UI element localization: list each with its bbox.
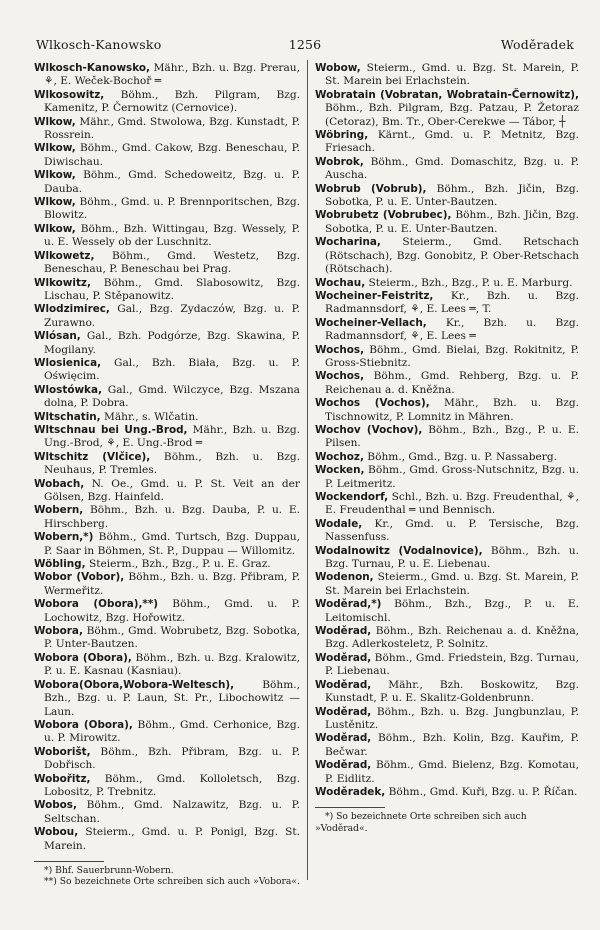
directory-entry (34, 652, 300, 679)
directory-entry (315, 129, 579, 156)
entry-details: Böhm., Bzh. Wittingau, Bzg. Wessely, P. u. E. Wessely ob der Luschnitz. (44, 222, 300, 249)
entry-details: Steierm., Gmd. u. Bzg. St. Marein, P. St. Marein bei Erlachstein. (325, 571, 579, 597)
entry-details: Böhm., Bzh. u. Bzg. Turnau, P. u. E. Liebenau. (325, 544, 579, 571)
entry-headword: Woděrad, (315, 651, 372, 664)
entry-headword: Woděrad, (315, 625, 372, 638)
directory-entry (315, 183, 579, 210)
directory-entry (34, 303, 300, 330)
entry-details: Böhm., Gmd. Friedstein, Bzg. Turnau, P. Liebenau. (325, 651, 579, 678)
directory-entry (34, 277, 300, 304)
entry-details: Steierm., Gmd. u. P. Ponigl, Bzg. St. Marein. (44, 826, 300, 852)
entry-headword: Wobor (Vobor), (34, 571, 125, 584)
entry-details: Steierm., Gmd. u. Bzg. St. Marein, P. St. Marein bei Erlachstein. (325, 62, 579, 88)
entry-headword: Wöbring, (315, 129, 369, 142)
entry-headword: Wocheiner-Vellach, (315, 316, 427, 329)
entry-headword: Wobratain (Vobratan, Wobratain-Černowitz), (315, 88, 579, 101)
entry-details: Böhm., Gmd. Kolloletsch, Bzg. Lobositz, P. Trebnitz. (44, 772, 300, 798)
entry-details: Böhm., Gmd. Bielenz, Bzg. Komotau, P. Eidlitz. (325, 759, 579, 785)
entry-details: Böhm., Bzh. u. Bzg. Neuhaus, P. Tremles. (44, 450, 301, 477)
directory-entry (315, 786, 579, 799)
entry-headword: Wobern,*) (34, 531, 94, 544)
entry-headword: Wobořitz, (34, 772, 91, 785)
directory-entry (34, 504, 300, 531)
entry-headword: Wobos, (34, 799, 77, 812)
directory-entry (34, 89, 300, 116)
directory-entry (34, 250, 300, 277)
entry-headword: Wobora (Obora),**) (34, 598, 159, 611)
left-column (34, 62, 300, 888)
column-divider (307, 60, 308, 880)
directory-entry (34, 223, 300, 250)
directory-entry (315, 236, 579, 276)
entry-headword: Woděrad, (315, 678, 372, 691)
directory-entry (315, 344, 579, 371)
directory-entry (315, 277, 579, 290)
directory-entry (34, 746, 300, 773)
directory-entry (34, 558, 300, 571)
directory-entry (34, 62, 300, 89)
entry-details: Böhm., Bzh. Reichenau a. d. Kněžna, Bzg. Adlerkosteletz, P. Solnitz. (325, 625, 579, 651)
entry-details: Böhm., Gmd. Wobrubetz, Bzg. Sobotka, P. Unter-Bautzen. (44, 625, 300, 651)
entry-details: Böhm., Gmd. Gross-Nutschnitz, Bzg. u. P. Leitmeritz. (325, 464, 579, 490)
entry-headword: Wobrub (Vobrub), (315, 182, 427, 195)
entry-headword: Wockendorf, (315, 491, 389, 503)
entry-headword: Wöbling, (34, 558, 86, 571)
directory-entry (315, 545, 579, 572)
entry-headword: Wlkow, (34, 222, 76, 235)
entry-details: Gal., Bzh. Biała, Bzg. u. P. Oświęcim. (44, 356, 300, 383)
entry-details: Böhm., Gmd. Cakow, Bzg. Beneschau, P. Diwischau. (44, 142, 300, 168)
entry-details: Böhm., Gmd. u. P. Brennporitschen, Bzg. Blowitz. (44, 196, 300, 222)
directory-entry (315, 89, 579, 129)
entry-headword: Wlkowitz, (34, 276, 91, 289)
entry-headword: Wochos, (315, 370, 365, 383)
entry-headword: Woděrad, (315, 705, 372, 718)
entry-headword: Wobou, (34, 826, 79, 839)
entry-details: Schl., Bzh. u. Bzg. Freudenthal, ⚘, E. Freudenthal ═ und Bennisch. (325, 491, 579, 517)
directory-entry (315, 370, 579, 397)
directory-entry (34, 598, 300, 625)
directory-entry (315, 732, 579, 759)
entry-details: Kr., Bzh. u. Bzg. Radmannsdorf, ⚘, E. Lees ═ (325, 316, 579, 343)
entry-headword: Wochos, (315, 343, 365, 356)
entry-headword: Wocken, (315, 464, 365, 477)
directory-entry (34, 169, 300, 196)
footnote: **) So bezeichnete Orte schreiben sich auch »Vobora«. (44, 876, 300, 888)
entry-headword: Wochov (Vochov), (315, 423, 423, 436)
entry-headword: Wlodzimirec, (34, 303, 110, 316)
entry-details: Kr., Bzh. u. Bzg. Radmannsdorf, ⚘, E. Lees ═, T. (325, 289, 579, 316)
directory-entry (34, 424, 300, 451)
entry-headword: Wlkow, (34, 169, 76, 182)
entry-headword: Woděrad,*) (315, 598, 382, 611)
directory-entry (315, 290, 579, 317)
entry-details: Mähr., Gmd. Stwolowa, Bzg. Kunstadt, P. Rossrein. (44, 115, 300, 142)
footnote: *) Bhf. Sauerbrunn-Wobern. (44, 864, 174, 876)
directory-entry (315, 397, 579, 424)
directory-entry (315, 625, 579, 652)
entry-headword: Wlostówka, (34, 383, 102, 396)
entry-headword: Wobach, (34, 477, 85, 490)
entry-details: Böhm., Gmd. Cerhonice, Bzg. u. P. Mirowitz. (44, 718, 300, 745)
entry-details: Mähr., Bzh. Boskowitz, Bzg. Kunstadt, P. u. E. Skalitz-Goldenbrunn. (325, 678, 579, 705)
entry-details: Böhm., Bzh., Bzg., P. u. E. Pilsen. (325, 423, 579, 450)
footnote-rule (34, 861, 104, 862)
entry-details: Kärnt., Gmd. u. P. Metnitz, Bzg. Friesach. (325, 129, 579, 155)
directory-entry (34, 531, 300, 558)
entry-details: Mähr., s. Wlčatin. (100, 410, 199, 423)
entry-details: Böhm., Bzh. Kolin, Bzg. Kauřim, P. Bečwar. (325, 732, 579, 758)
entry-headword: Wobora (Obora), (34, 651, 132, 664)
directory-entry (315, 156, 579, 183)
entry-details: Böhm., Bzh. u. Bzg. Kralowitz, P. u. E. Kasnau (Kasniau). (44, 651, 300, 678)
entry-details: Böhm., Bzh. Přibram, Bzg. u. P. Dobřisch. (44, 745, 300, 772)
directory-entry (34, 196, 300, 223)
entry-details: Böhm., Bzh. u. Bzg. Dauba, P. u. E. Hirschberg. (44, 504, 300, 530)
directory-entry (315, 424, 579, 451)
entry-headword: Wlósan, (34, 330, 81, 343)
directory-entry (34, 384, 300, 411)
entry-details: Böhm., Gmd. Slabosowitz, Bzg. Lischau, P. Stěpanowitz. (44, 276, 300, 302)
directory-entry (34, 773, 300, 800)
entry-details: Böhm., Gmd. u. P. Lochowitz, Bzg. Hořowitz. (44, 598, 300, 624)
entry-headword: Woborišt, (34, 745, 91, 758)
entry-details: Gal., Bzh. Podgórze, Bzg. Skawina, P. Mogilany. (44, 330, 300, 356)
entry-details: Steierm., Bzh., Bzg., P. u. E. Graz. (85, 558, 271, 571)
entry-headword: Wobrubetz (Vobrubec), (315, 209, 452, 222)
directory-entry (34, 799, 300, 826)
entry-headword: Wlosienica, (34, 356, 102, 369)
header-right-keyword: Woděradek (500, 37, 574, 52)
directory-entry (315, 451, 579, 464)
entry-headword: Wobora, (34, 625, 83, 638)
entry-details: Böhm., Bzh. Pilgram, Bzg. Kamenitz, P. Černowitz (Cernovice). (44, 88, 300, 115)
header-left-keyword: Wlkosch-Kanowsko (36, 37, 162, 52)
directory-entry (34, 142, 300, 169)
directory-entry (315, 62, 579, 89)
directory-entry (34, 478, 300, 505)
directory-entry (315, 209, 579, 236)
entry-details: Gal., Gmd. Wilczyce, Bzg. Mszana dolna, P. Dobra. (44, 383, 300, 410)
entry-details: Böhm., Bzh. Pilgram, Bzg. Patzau, P. Žetoraz (Cetoraz), Bm. Tr., Ober-Cerekwe — Tábor, ┼ (325, 102, 579, 128)
entry-details: Böhm., Gmd. Rehberg, Bzg. u. P. Reichenau a. d. Kněžna. (325, 370, 579, 396)
directory-entry (315, 464, 579, 491)
directory-entry (315, 571, 579, 598)
directory-entry (34, 826, 300, 853)
entry-details: Böhm., Bzh., Bzg., P. u. E. Leitomischl. (325, 598, 579, 624)
directory-entry (34, 330, 300, 357)
entry-headword: Wodenon, (315, 571, 374, 584)
directory-entry (34, 679, 300, 719)
entry-headword: Wlkowetz, (34, 249, 95, 262)
directory-entry (315, 317, 579, 344)
entry-headword: Wlkow, (34, 115, 76, 128)
directory-entry (34, 625, 300, 652)
footnote-rule (315, 807, 385, 808)
entry-details: Böhm., Gmd. Kuři, Bzg. u. P. Říčan. (385, 785, 578, 798)
entry-headword: Wobora(Obora,Wobora-Weltesch), (34, 678, 235, 691)
entry-headword: Wlkow, (34, 196, 76, 209)
entry-headword: Wochos (Vochos), (315, 397, 430, 410)
entry-details: Böhm., Gmd. Westetz, Bzg. Beneschau, P. Beneschau bei Prag. (44, 249, 300, 276)
entry-headword: Woděradek, (315, 785, 386, 798)
page-number: 1256 (288, 37, 322, 52)
entry-details: N. Oe., Gmd. u. P. St. Veit an der Gölsen, Bzg. Hainfeld. (44, 477, 300, 503)
entry-details: Böhm., Gmd. Bielai, Bzg. Rokitnitz, P. Gross-Stiebnitz. (325, 343, 579, 369)
entry-headword: Wlkosowitz, (34, 88, 105, 101)
directory-entry (34, 357, 300, 384)
entry-details: Mähr., Bzh. u. Bzg. Prerau, ⚘, E. Weček-Bochoř ═ (44, 62, 300, 88)
entry-details: Böhm., Gmd. Domaschitz, Bzg. u. P. Auscha. (325, 155, 579, 182)
entry-details: Böhm., Bzh. Jičin, Bzg. Sobotka, P. u. E. Unter-Bautzen. (325, 182, 579, 209)
entry-details: Mähr., Bzh. u. Bzg. Ung.-Brod, ⚘, E. Ung.-Brod ═ (44, 423, 300, 450)
entry-headword: Wlkow, (34, 142, 76, 155)
entry-headword: Wobora (Obora), (34, 718, 133, 731)
directory-entry (34, 116, 300, 143)
entry-headword: Wltschatin, (34, 410, 101, 423)
entry-details: Böhm., Gmd. Turtsch, Bzg. Duppau, P. Saar in Böhmen, St. P., Duppau — Willomitz. (44, 531, 300, 557)
directory-entry (315, 598, 579, 625)
entry-details: Steierm., Bzh., Bzg., P. u. E. Marburg. (365, 276, 573, 289)
directory-entry (315, 518, 579, 545)
entry-headword: Woděrad, (315, 732, 372, 745)
entry-headword: Wobern, (34, 504, 84, 517)
directory-entry (315, 652, 579, 679)
entry-headword: Wltschnau bei Ung.-Brod, (34, 423, 188, 436)
directory-entry (34, 411, 300, 424)
entry-details: Böhm., Bzh. Jičin, Bzg. Sobotka, P. u. E. Unter-Bautzen. (325, 209, 579, 235)
entry-details: Böhm., Gmd., Bzg. u. P. Nassaberg. (363, 450, 558, 463)
entry-details: Böhm., Gmd. Nalzawitz, Bzg. u. P. Seltschan. (44, 799, 300, 825)
directory-entry (315, 679, 579, 706)
entry-headword: Wobrok, (315, 155, 364, 168)
entry-headword: Wltschitz (Vlčice), (34, 450, 151, 463)
entry-details: Böhm., Bzh., Bzg. u. P. Laun, St. Pr., Libochowitz — Laun. (44, 678, 300, 718)
entry-details: Gal., Bzg. Zydaczów, Bzg. u. P. Zurawno. (44, 303, 300, 329)
directory-entry (34, 719, 300, 746)
entry-headword: Wochoz, (315, 450, 364, 463)
right-column (315, 62, 579, 834)
directory-entry (34, 571, 300, 598)
directory-entry (315, 491, 579, 518)
directory-entry (34, 451, 300, 478)
entry-headword: Wodalnowitz (Vodalnovice), (315, 544, 483, 557)
entry-headword: Wlkosch-Kanowsko, (34, 62, 150, 74)
entry-details: Böhm., Bzh. u. Bzg. Jungbunzlau, P. Lustěnitz. (325, 705, 579, 731)
entry-headword: Wochau, (315, 276, 366, 289)
entry-details: Steierm., Gmd. Retschach (Rötschach), Bzg. Gonobitz, P. Ober-Retschach (Rötschach). (325, 236, 579, 276)
footnote: *) So bezeichnete Orte schreiben sich auch »Voděrad«. (315, 811, 527, 834)
entry-details: Böhm., Bzh. u. Bzg. Přibram, P. Wermeřitz. (44, 571, 300, 597)
entry-headword: Wocharina, (315, 236, 381, 249)
entry-headword: Woděrad, (315, 759, 372, 772)
entry-headword: Wocheiner-Feistritz, (315, 289, 434, 302)
entry-headword: Wodale, (315, 517, 363, 530)
directory-entry (315, 706, 579, 733)
entry-headword: Wobow, (315, 62, 361, 74)
entry-details: Kr., Gmd. u. P. Tersische, Bzg. Nassenfuss. (325, 517, 579, 544)
directory-entry (315, 759, 579, 786)
entry-details: Mähr., Bzh. u. Bzg. Tischnowitz, P. Lomnitz in Mähren. (325, 397, 579, 423)
running-header (36, 37, 574, 53)
entry-details: Böhm., Gmd. Schedoweitz, Bzg. u. P. Dauba. (44, 169, 300, 195)
